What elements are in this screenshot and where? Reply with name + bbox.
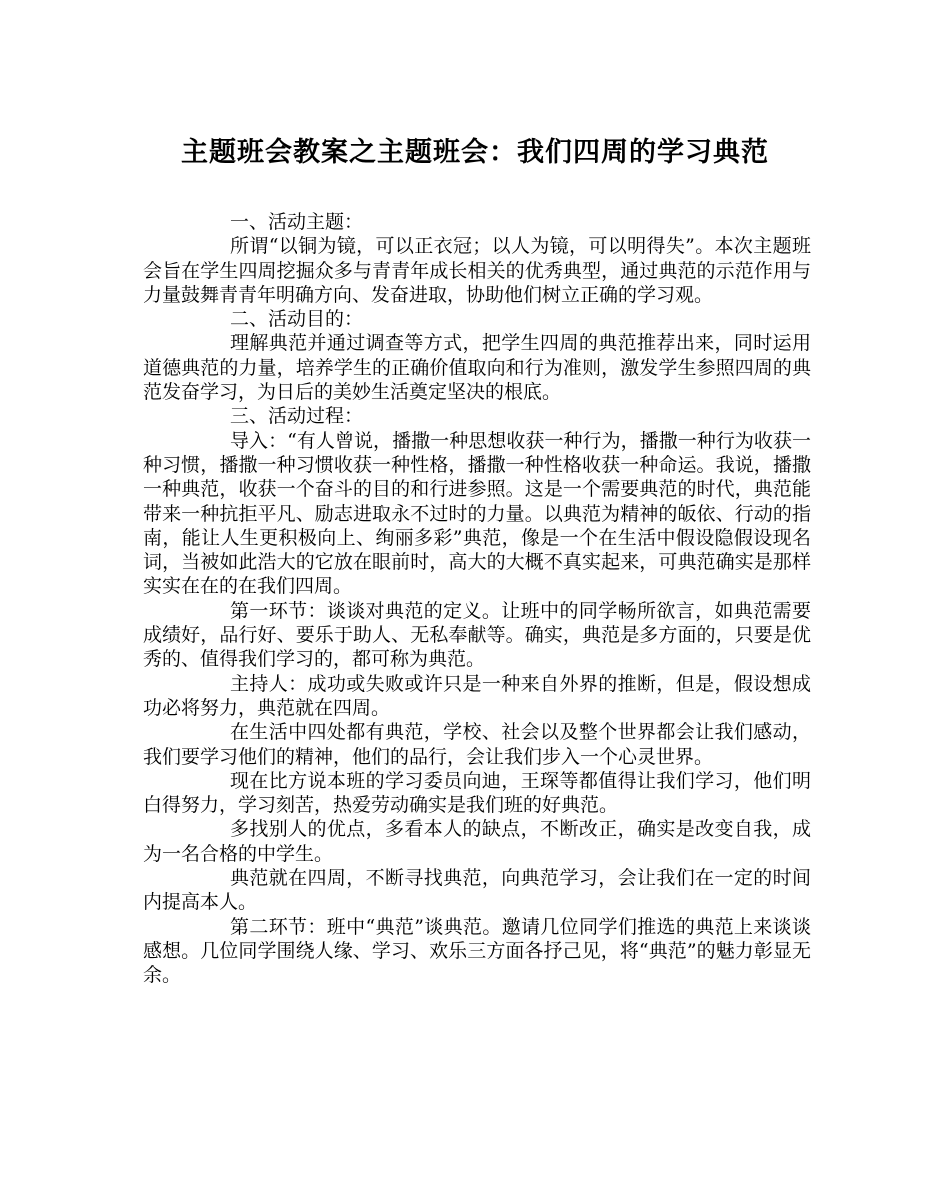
paragraph-everywhere-models: 在生活中四处都有典范，学校、社会以及整个世界都会让我们感动，我们要学习他们的精神，他们的品行，会让我们步入一个心灵世界。 — [143, 721, 811, 768]
paragraph-activity-purpose: 理解典范并通过调查等方式，把学生四周的典范推荐出来，同时运用道德典范的力量，培养学生的正确价值取向和行为准则，激发学生参照四周的典范发奋学习，为日后的美妙生活奠定坚决的根底。 — [143, 332, 811, 404]
heading-activity-theme: 一、活动主题： — [230, 211, 364, 233]
heading-activity-process: 三、活动过程： — [230, 405, 364, 428]
paragraph-self-improvement: 多找别人的优点，多看本人的缺点，不断改正，确实是改变自我，成为一名合格的中学生。 — [143, 818, 811, 865]
document-title: 主题班会教案之主题班会：我们四周的学习典范 — [181, 137, 769, 168]
paragraph-host-remark: 主持人：成功或失败或许只是一种来自外界的推断，但是，假设想成功必将努力，典范就在四周。 — [143, 672, 811, 719]
paragraph-second-stage: 第二环节：班中“典范”谈典范。邀请几位同学们推选的典范上来谈谈感想。几位同学围绕人缘、学习、欢乐三方面各抒己见，将“典范”的魅力彰显无余。 — [143, 915, 811, 987]
paragraph-models-around: 典范就在四周，不断寻找典范，向典范学习，会让我们在一定的时间内提高本人。 — [143, 867, 811, 914]
paragraph-class-examples: 现在比方说本班的学习委员向迪，王琛等都值得让我们学习，他们明白得努力，学习刻苦，热爱劳动确实是我们班的好典范。 — [143, 769, 811, 817]
heading-activity-purpose: 二、活动目的： — [230, 308, 364, 331]
paragraph-activity-theme: 所谓“以铜为镜，可以正衣冠；以人为镜，可以明得失”。本次主题班会旨在学生四周挖掘众多与青青年成长相关的优秀典型，通过典范的示范作用与力量鼓舞青青年明确方向、发奋进取，协助他们树立正确的学习观。 — [143, 235, 811, 306]
paragraph-introduction: 导入：“有人曾说，播撒一种思想收获一种行为，播撒一种行为收获一种习惯，播撒一种习惯收获一种性格，播撒一种性格收获一种命运。我说，播撒一种典范，收获一个奋斗的目的和行进参照。这是一个需要典范的时代，典范能带来一种抗拒平凡、励志进取永不过时的力量。以典范为精神的皈依、行动的指南，能让人生更积极向上、绚丽多彩”典范，像是一个在生活中假设隐假设现名词，当被如此浩大的它放在眼前时，高大的大概不真实起来，可典范确实是那样实实在在的在我们四周。 — [143, 429, 811, 598]
document-body — [143, 210, 811, 988]
paragraph-first-stage: 第一环节：谈谈对典范的定义。让班中的同学畅所欲言，如典范需要成绩好，品行好、要乐于助人、无私奉献等。确实，典范是多方面的，只要是优秀的、值得我们学习的，都可称为典范。 — [143, 599, 811, 671]
